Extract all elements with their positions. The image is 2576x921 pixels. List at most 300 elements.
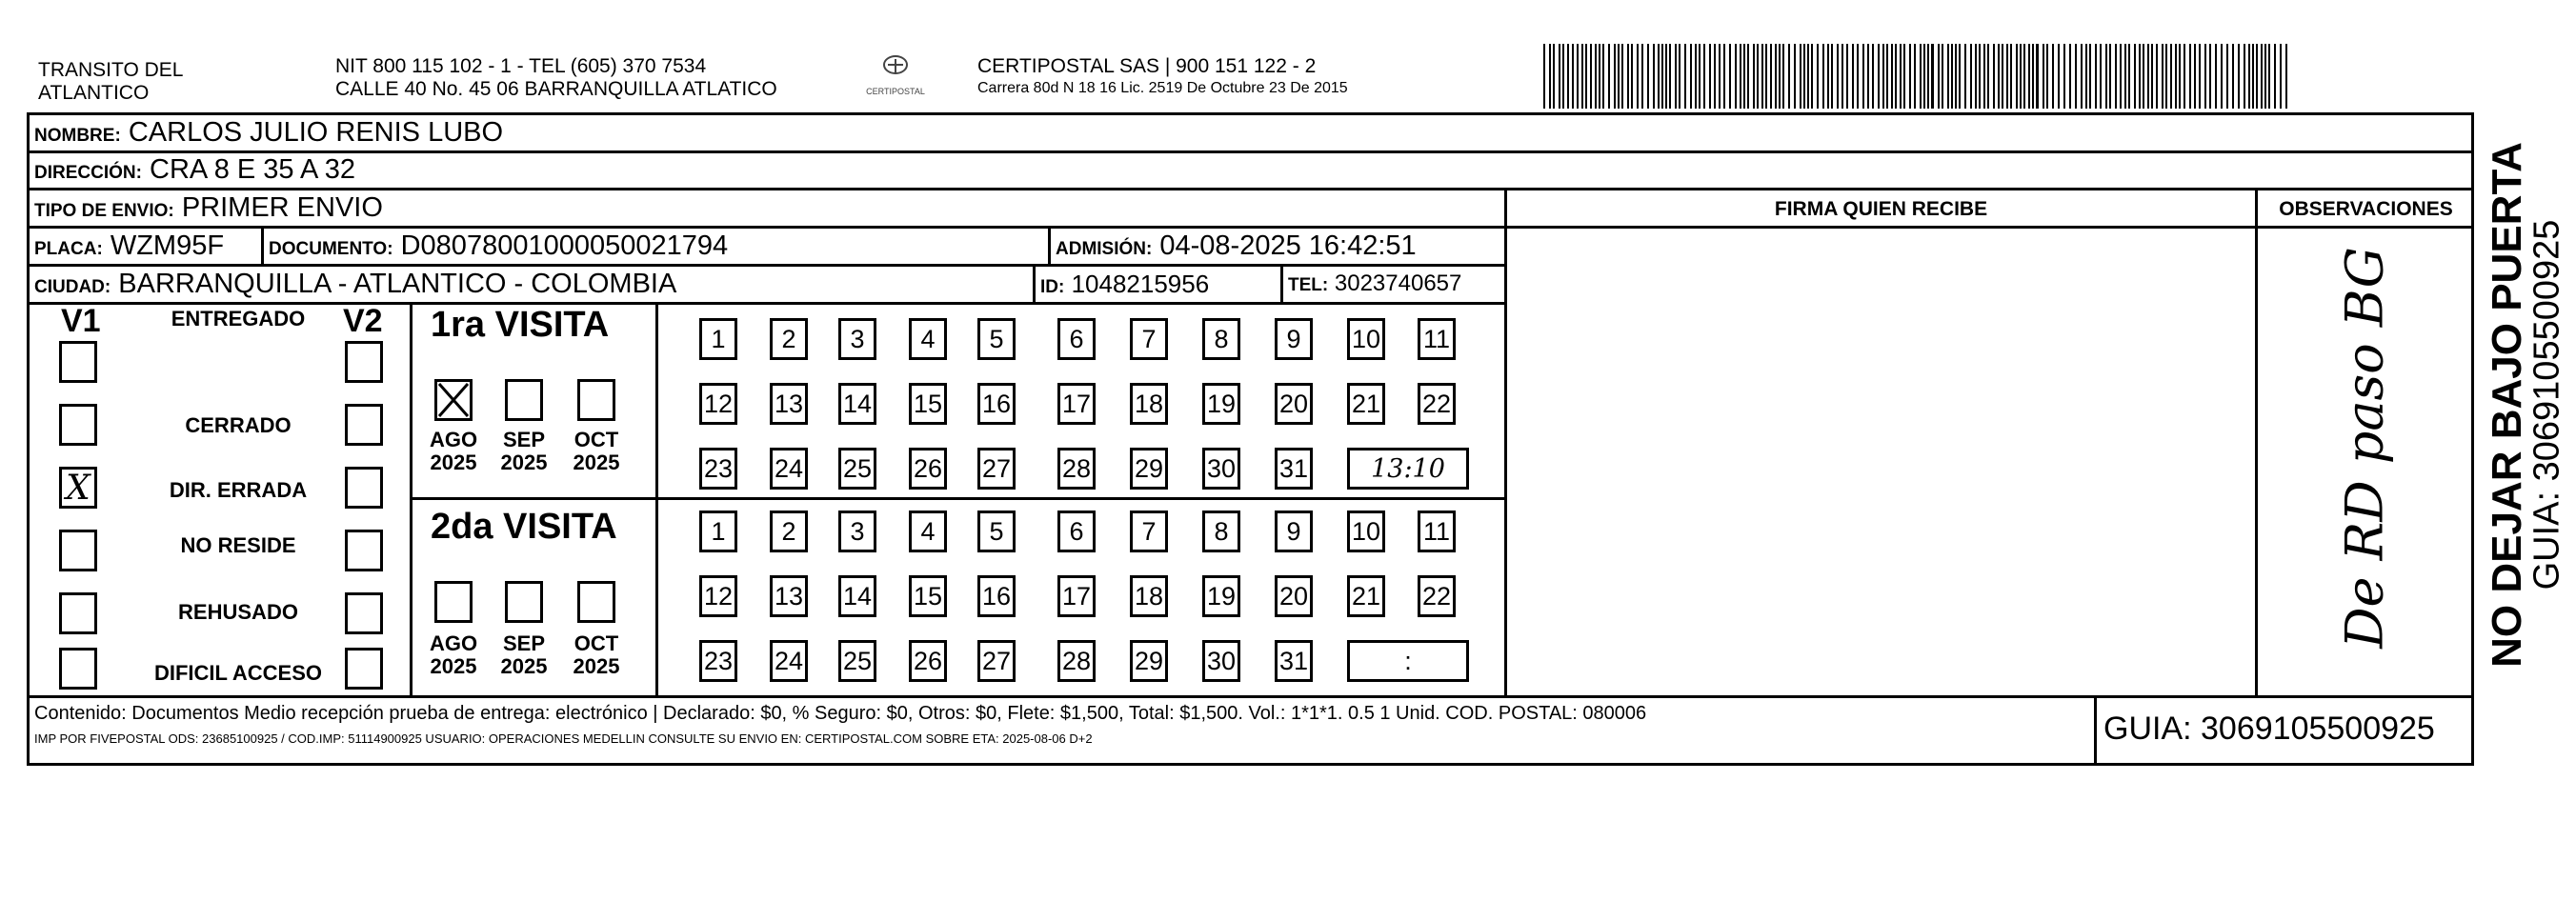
v1-no-reside-checkbox[interactable]: [59, 530, 97, 571]
barcode-bar: [2194, 44, 2196, 109]
first-visit-month-ago[interactable]: [434, 379, 473, 421]
company-info: [977, 55, 1348, 99]
first-visit-day-7[interactable]: 7: [1130, 318, 1168, 360]
tipo-envio-row: [34, 189, 383, 230]
second-visit-month-sep[interactable]: [505, 581, 543, 623]
v2-rehusado-checkbox[interactable]: [345, 592, 383, 634]
barcode-bar: [1811, 44, 1813, 109]
barcode-bar: [1872, 44, 1874, 109]
second-visit-day-19[interactable]: 19: [1202, 575, 1240, 617]
barcode-bar: [2232, 44, 2234, 109]
first-visit-month-sep[interactable]: [505, 379, 543, 421]
direccion-value: CRA 8 E 35 A 32: [150, 154, 356, 185]
first-visit-day-24[interactable]: 24: [770, 448, 808, 490]
first-visit-day-13[interactable]: 13: [770, 383, 808, 425]
first-visit-time: 13:10: [1371, 454, 1445, 484]
second-visit-day-23[interactable]: 23: [699, 640, 737, 682]
second-visit-day-3[interactable]: 3: [838, 511, 876, 552]
barcode-bar: [1703, 44, 1705, 109]
barcode-bar: [2162, 44, 2163, 109]
id-label: ID:: [1040, 277, 1065, 297]
barcode-bar: [1794, 44, 1796, 109]
barcode-bar: [1562, 44, 1564, 109]
cell-divider: [1048, 226, 1051, 264]
handwritten-x-mark: X: [66, 469, 91, 508]
second-visit-day-14[interactable]: 14: [838, 575, 876, 617]
barcode-bar: [1675, 44, 1677, 109]
placa-cell: [34, 227, 224, 269]
company-sub: Carrera 80d N 18 16 Lic. 2519 De Octubre 23 De 2015: [977, 80, 1348, 96]
barcode-bar: [2016, 44, 2018, 109]
barcode-bar: [2156, 44, 2158, 109]
first-visit-time-box[interactable]: [1347, 448, 1469, 490]
second-visit-day-26[interactable]: 26: [909, 640, 947, 682]
first-visit-day-22[interactable]: 22: [1418, 383, 1456, 425]
barcode-bar: [1886, 44, 1888, 109]
second-visit-day-21[interactable]: 21: [1347, 575, 1385, 617]
first-visit-day-6[interactable]: 6: [1057, 318, 1096, 360]
status-dificil-acceso-label: DIFICIL ACCESO: [153, 661, 322, 685]
first-visit-day-14[interactable]: 14: [838, 383, 876, 425]
first-visit-day-28[interactable]: 28: [1057, 448, 1096, 490]
barcode-bar: [1559, 44, 1560, 109]
status-cerrado-label: CERRADO: [185, 413, 292, 437]
v1-cerrado-checkbox[interactable]: [59, 404, 97, 446]
first-month-sep: SEP 2025: [500, 428, 548, 474]
barcode-bar: [2058, 44, 2060, 109]
barcode-bar: [1837, 44, 1839, 109]
barcode-bar: [1862, 44, 1864, 109]
barcode-bar: [1549, 44, 1551, 109]
barcode-bar: [2020, 44, 2022, 109]
placa-label: PLACA:: [34, 239, 103, 259]
x-mark-icon: [437, 382, 470, 418]
barcode-bar: [1684, 44, 1686, 109]
barcode-bar: [2221, 44, 2223, 109]
v2-cerrado-checkbox[interactable]: [345, 404, 383, 446]
ciudad-label: CIUDAD:: [34, 277, 111, 297]
barcode-bar: [1857, 44, 1859, 109]
barcode-bar: [2199, 44, 2201, 109]
barcode-bar: [1998, 44, 2000, 109]
row-divider: [2255, 226, 2474, 229]
observaciones-label: OBSERVACIONES: [2279, 198, 2453, 220]
issuer-contact: [335, 55, 777, 101]
first-visit-day-29[interactable]: 29: [1130, 448, 1168, 490]
barcode-bar: [1621, 44, 1623, 109]
barcode-bar: [2115, 44, 2117, 109]
first-visit-day-31[interactable]: 31: [1275, 448, 1313, 490]
barcode-bar: [2069, 44, 2071, 109]
barcode-bar: [1729, 44, 1731, 109]
second-visit-day-30[interactable]: 30: [1202, 640, 1240, 682]
first-month-ago: AGO 2025: [429, 428, 478, 474]
admision-value: 04-08-2025 16:42:51: [1159, 230, 1417, 261]
second-visit-day-22[interactable]: 22: [1418, 575, 1456, 617]
barcode-bar: [1658, 44, 1660, 109]
barcode-bar: [2063, 44, 2065, 109]
second-visit-day-9[interactable]: 9: [1275, 511, 1313, 552]
second-visit-month-ago[interactable]: [434, 581, 473, 623]
barcode-bar: [1878, 44, 1880, 109]
barcode-bar: [1740, 44, 1741, 109]
barcode-bar: [1867, 44, 1869, 109]
barcode-bar: [1807, 44, 1809, 109]
first-visit-day-27[interactable]: 27: [977, 448, 1016, 490]
barcode-bar: [1723, 44, 1725, 109]
barcode-bar: [2238, 44, 2240, 109]
status-rehusado-label: REHUSADO: [178, 600, 298, 624]
nit-line: NIT 800 115 102 - 1 - TEL (605) 370 7534: [335, 55, 707, 77]
first-visit-day-20[interactable]: 20: [1275, 383, 1313, 425]
status-dir-errada-label: DIR. ERRADA: [169, 478, 308, 502]
first-visit-day-8[interactable]: 8: [1202, 318, 1240, 360]
v2-dir-errada-checkbox[interactable]: [345, 467, 383, 509]
nombre-value: CARLOS JULIO RENIS LUBO: [128, 117, 504, 148]
barcode-bar: [2002, 44, 2003, 109]
barcode-bar: [2128, 44, 2130, 109]
barcode-bar: [1585, 44, 1587, 109]
barcode-bar: [2143, 44, 2144, 109]
firma-label: FIRMA QUIEN RECIBE: [1774, 198, 1988, 220]
barcode-bar: [1567, 44, 1569, 109]
barcode-bar: [1761, 44, 1763, 109]
barcode-bar: [1979, 44, 1981, 109]
barcode-bar: [2252, 44, 2254, 109]
first-visit-day-1[interactable]: 1: [699, 318, 737, 360]
barcode-bar: [2010, 44, 2012, 109]
barcode-bar: [1779, 44, 1781, 109]
barcode-bar: [1637, 44, 1639, 109]
barcode-bar: [1572, 44, 1574, 109]
barcode-bar: [1882, 44, 1884, 109]
barcode-bar: [1765, 44, 1767, 109]
barcode-bar: [2139, 44, 2141, 109]
barcode-bar: [2184, 44, 2185, 109]
first-visit-day-4[interactable]: 4: [909, 318, 947, 360]
first-visit-day-26[interactable]: 26: [909, 448, 947, 490]
first-visit-day-9[interactable]: 9: [1275, 318, 1313, 360]
first-visit-day-25[interactable]: 25: [838, 448, 876, 490]
barcode-bar: [1553, 44, 1555, 109]
status-no-reside-label: NO RESIDE: [180, 533, 296, 557]
first-visit-day-11[interactable]: 11: [1418, 318, 1456, 360]
barcode-bar: [1627, 44, 1629, 109]
barcode-bar: [1608, 44, 1610, 109]
barcode-bar: [1753, 44, 1755, 109]
barcode-bar: [2085, 44, 2087, 109]
first-visit-day-23[interactable]: 23: [699, 448, 737, 490]
second-visit-day-25[interactable]: 25: [838, 640, 876, 682]
barcode-bar: [1983, 44, 1985, 109]
second-visit-day-4[interactable]: 4: [909, 511, 947, 552]
address-line: CALLE 40 No. 45 06 BARRANQUILLA ATLATICO: [335, 78, 777, 100]
side-guia-text: GUIA: 3069105500925: [2526, 219, 2567, 591]
barcode-bar: [1987, 44, 1989, 109]
barcode-bar: [2215, 44, 2217, 109]
barcode-bar: [2209, 44, 2211, 109]
tipo-value: PRIMER ENVIO: [181, 192, 383, 223]
second-visit-day-2[interactable]: 2: [770, 511, 808, 552]
first-visit-day-17[interactable]: 17: [1057, 383, 1096, 425]
barcode-bar: [2264, 44, 2266, 109]
second-visit-day-16[interactable]: 16: [977, 575, 1016, 617]
barcode-bar: [2124, 44, 2126, 109]
barcode-bar: [1831, 44, 1833, 109]
first-visit-day-18[interactable]: 18: [1130, 383, 1168, 425]
barcode-bar: [1631, 44, 1633, 109]
first-visit-month-oct[interactable]: [577, 379, 615, 421]
nombre-label: NOMBRE:: [34, 126, 121, 146]
barcode-bar: [2023, 44, 2025, 109]
issuer-name: [38, 59, 183, 105]
v2-dificil-acceso-checkbox[interactable]: [345, 648, 383, 690]
barcode-bar: [1665, 44, 1667, 109]
second-visit-day-27[interactable]: 27: [977, 640, 1016, 682]
second-visit-day-1[interactable]: 1: [699, 511, 737, 552]
admision-label: ADMISIÓN:: [1056, 239, 1153, 259]
direccion-label: DIRECCIÓN:: [34, 163, 142, 183]
first-visit-day-12[interactable]: 12: [699, 383, 737, 425]
second-visit-month-oct[interactable]: [577, 581, 615, 623]
first-visit-day-21[interactable]: 21: [1347, 383, 1385, 425]
ciudad-cell: [34, 265, 676, 307]
issuer-line-1: TRANSITO DEL: [38, 59, 184, 81]
observation-handwritten-text: De RD paso BG: [2334, 247, 2395, 649]
logo-icon: [879, 53, 912, 82]
barcode-bar: [1669, 44, 1671, 109]
second-visit-day-31[interactable]: 31: [1275, 640, 1313, 682]
barcode-bar: [1895, 44, 1897, 109]
barcode-bar: [2046, 44, 2048, 109]
barcode-bar: [1891, 44, 1893, 109]
barcode-bar: [2244, 44, 2245, 109]
barcode-bar: [1647, 44, 1649, 109]
barcode-bar: [1923, 44, 1925, 109]
visit-row-divider: [410, 497, 1505, 500]
first-visit-day-16[interactable]: 16: [977, 383, 1016, 425]
barcode-bar: [1800, 44, 1801, 109]
barcode-bar: [1846, 44, 1848, 109]
second-visit-day-12[interactable]: 12: [699, 575, 737, 617]
second-visit-day-20[interactable]: 20: [1275, 575, 1313, 617]
footer-guia-divider: [2094, 695, 2097, 766]
barcode-bar: [2170, 44, 2172, 109]
second-visit-day-7[interactable]: 7: [1130, 511, 1168, 552]
barcode-bar: [1599, 44, 1600, 109]
barcode-bar: [1719, 44, 1721, 109]
second-month-ago: AGO 2025: [429, 631, 478, 678]
barcode-bar: [1927, 44, 1929, 109]
second-month-sep: SEP 2025: [500, 631, 548, 678]
barcode-bar: [2204, 44, 2206, 109]
v1-label: V1: [61, 303, 101, 339]
cell-divider: [1033, 264, 1036, 302]
barcode-bar: [2105, 44, 2107, 109]
first-visit-day-15[interactable]: 15: [909, 383, 947, 425]
barcode-bar: [1782, 44, 1784, 109]
second-visit-day-10[interactable]: 10: [1347, 511, 1385, 552]
second-visit-day-17[interactable]: 17: [1057, 575, 1096, 617]
barcode-bar: [2256, 44, 2258, 109]
second-visit-title: 2da VISITA: [431, 507, 617, 547]
barcode-bar: [2006, 44, 2008, 109]
second-visit-time-box[interactable]: [1347, 640, 1469, 682]
barcode-bar: [1852, 44, 1854, 109]
v1-dir-errada-checkbox[interactable]: [59, 467, 97, 509]
second-visit-day-11[interactable]: 11: [1418, 511, 1456, 552]
barcode-bar: [1581, 44, 1583, 109]
first-visit-day-5[interactable]: 5: [977, 318, 1016, 360]
barcode-bar: [2226, 44, 2228, 109]
barcode-bar: [1931, 44, 1934, 109]
barcode-bar: [1920, 44, 1922, 109]
barcode-bar: [2134, 44, 2136, 109]
second-visit-day-13[interactable]: 13: [770, 575, 808, 617]
company-line: CERTIPOSTAL SAS | 900 151 122 - 2: [977, 55, 1317, 77]
barcode-bar: [2268, 44, 2270, 109]
barcode-bar: [2280, 44, 2282, 109]
contenido-text: Contenido: Documentos Medio recepción prueba de entrega: electrónico | Declarado: $0, % Seguro: $0, Otros: $0, Flete: $1,500, Total: $1,500. Vol.: 1*1*1. 0.5 1 Unid. COD. POSTAL: 080006: [34, 703, 1647, 724]
certipostal-logo: [862, 53, 929, 96]
cell-divider: [1280, 264, 1283, 302]
documento-value: D08078001000050021794: [400, 230, 729, 261]
barcode-bar: [2274, 44, 2276, 109]
barcode-bar: [2081, 44, 2083, 109]
second-visit-day-6[interactable]: 6: [1057, 511, 1096, 552]
footer-divider: [27, 695, 2474, 698]
second-visit-time: :: [1404, 647, 1412, 675]
barcode-bar: [1914, 44, 1916, 109]
barcode-bar: [1641, 44, 1643, 109]
first-visit-day-19[interactable]: 19: [1202, 383, 1240, 425]
second-visit-day-24[interactable]: 24: [770, 640, 808, 682]
barcode-bar: [1900, 44, 1902, 109]
barcode-bar: [1543, 44, 1545, 109]
barcode-bar: [1788, 44, 1790, 109]
barcode-bar: [1959, 44, 1961, 109]
barcode-bar: [2261, 44, 2263, 109]
barcode-bar: [1947, 44, 1949, 109]
logo-text: CERTIPOSTAL: [866, 87, 925, 96]
second-month-oct: OCT 2025: [573, 631, 620, 678]
barcode-bar: [1903, 44, 1905, 109]
second-visit-day-28[interactable]: 28: [1057, 640, 1096, 682]
barcode-bar: [2052, 44, 2054, 109]
second-visit-day-29[interactable]: 29: [1130, 640, 1168, 682]
barcode-bar: [1822, 44, 1824, 109]
second-visit-day-5[interactable]: 5: [977, 511, 1016, 552]
second-visit-day-18[interactable]: 18: [1130, 575, 1168, 617]
documento-label: DOCUMENTO:: [269, 239, 393, 259]
barcode-bar: [2100, 44, 2102, 109]
barcode-bar: [1709, 44, 1711, 109]
v2-entregado-checkbox[interactable]: [345, 341, 383, 383]
issuer-line-2: ATLANTICO: [38, 82, 150, 104]
second-visit-day-15[interactable]: 15: [909, 575, 947, 617]
barcode-bar: [2089, 44, 2091, 109]
barcode-bar: [1735, 44, 1737, 109]
barcode-bar: [1590, 44, 1592, 109]
barcode-bar: [2043, 44, 2044, 109]
first-visit-day-3[interactable]: 3: [838, 318, 876, 360]
barcode-bar: [1955, 44, 1957, 109]
barcode-bar: [2285, 44, 2287, 109]
barcode: [1543, 44, 2296, 109]
barcode-bar: [1993, 44, 1995, 109]
first-visit-day-10[interactable]: 10: [1347, 318, 1385, 360]
nombre-row: [34, 113, 503, 155]
barcode-bar: [1577, 44, 1579, 109]
barcode-bar: [1602, 44, 1604, 109]
barcode-bar: [1614, 44, 1616, 109]
barcode-bar: [1770, 44, 1772, 109]
first-visit-title: 1ra VISITA: [431, 305, 610, 345]
barcode-bar: [1695, 44, 1697, 109]
barcode-bar: [2109, 44, 2111, 109]
first-visit-day-30[interactable]: 30: [1202, 448, 1240, 490]
v1-dificil-acceso-checkbox[interactable]: [59, 648, 97, 690]
ciudad-value: BARRANQUILLA - ATLANTICO - COLOMBIA: [118, 269, 677, 299]
row-divider: [27, 188, 2474, 190]
barcode-bar: [1817, 44, 1819, 109]
barcode-bar: [1653, 44, 1655, 109]
barcode-bar: [1757, 44, 1759, 109]
barcode-bar: [1975, 44, 1977, 109]
barcode-bar: [1803, 44, 1805, 109]
barcode-bar: [2165, 44, 2167, 109]
barcode-bar: [1699, 44, 1701, 109]
barcode-bar: [2248, 44, 2250, 109]
firma-divider: [1504, 188, 1507, 695]
v1-entregado-checkbox[interactable]: [59, 341, 97, 383]
tel-label: TEL:: [1288, 275, 1329, 295]
v1-rehusado-checkbox[interactable]: [59, 592, 97, 634]
barcode-bar: [1942, 44, 1943, 109]
barcode-bar: [1827, 44, 1829, 109]
v2-label: V2: [343, 303, 383, 339]
barcode-bar: [1690, 44, 1692, 109]
tel-value: 3023740657: [1334, 270, 1462, 296]
first-visit-day-2[interactable]: 2: [770, 318, 808, 360]
barcode-bar: [2075, 44, 2077, 109]
barcode-bar: [1775, 44, 1777, 109]
second-visit-day-8[interactable]: 8: [1202, 511, 1240, 552]
documento-cell: [269, 227, 728, 269]
barcode-bar: [1618, 44, 1620, 109]
admision-cell: [1056, 227, 1417, 269]
first-month-oct: OCT 2025: [573, 428, 620, 474]
barcode-bar: [2179, 44, 2181, 109]
barcode-bar: [2120, 44, 2122, 109]
barcode-bar: [2028, 44, 2030, 109]
footer-guia: GUIA: 3069105500925: [2103, 711, 2435, 747]
barcode-bar: [2175, 44, 2177, 109]
tel-cell: [1288, 265, 1461, 305]
barcode-bar: [1595, 44, 1597, 109]
barcode-bar: [2095, 44, 2097, 109]
barcode-bar: [2147, 44, 2149, 109]
v2-no-reside-checkbox[interactable]: [345, 530, 383, 571]
barcode-bar: [1909, 44, 1911, 109]
status-entregado-label: ENTREGADO: [171, 307, 306, 330]
barcode-bar: [1938, 44, 1940, 109]
barcode-bar: [1747, 44, 1749, 109]
direccion-row: [34, 150, 355, 192]
placa-value: WZM95F: [110, 230, 225, 261]
imp-line-text: IMP POR FIVEPOSTAL ODS: 23685100925 / COD.IMP: 51114900925 USUARIO: OPERACIONES MEDELLIN CONSULTE SU ENVIO EN: CERTIPOSTAL.COM SOBRE ETA: 2025-08-06 D+2: [34, 731, 1093, 746]
barcode-bar: [1841, 44, 1843, 109]
